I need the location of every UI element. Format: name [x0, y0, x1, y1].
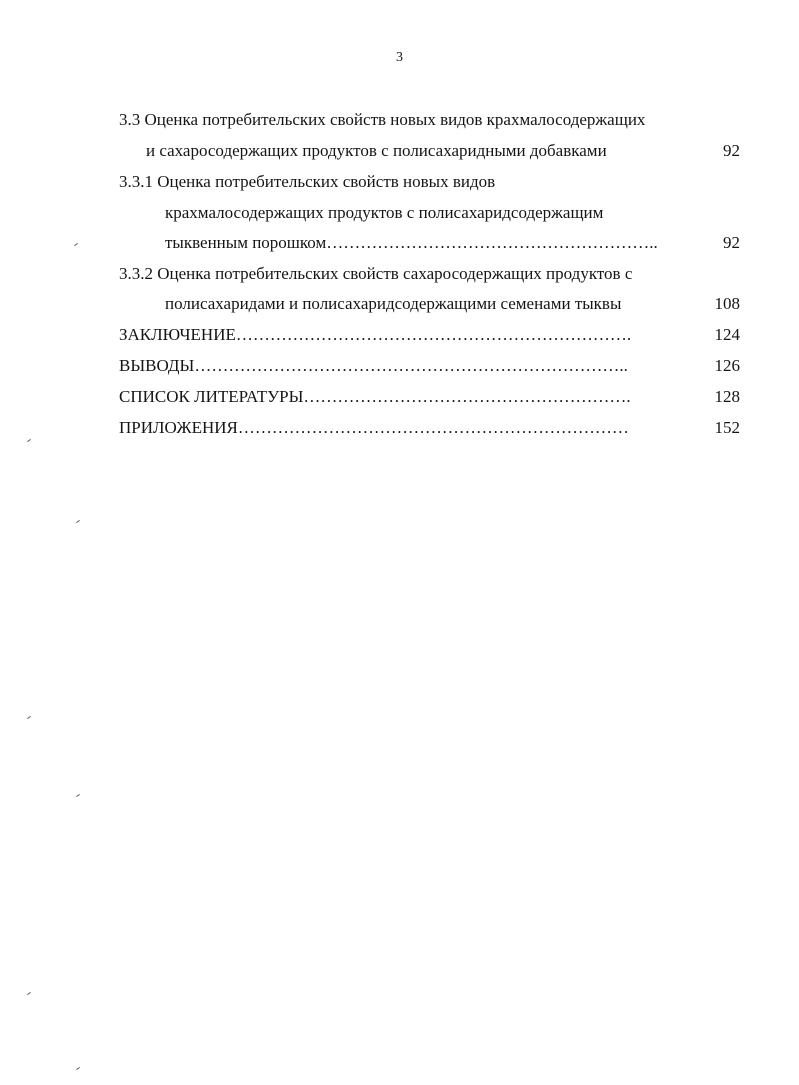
toc-entry-findings: ВЫВОДЫ………………………………………………………………….. [119, 356, 628, 375]
toc-entry-3-3-1-line-3: тыквенным порошком………………………………………………….. [165, 233, 658, 252]
toc-entry-references-page: 128 [714, 387, 740, 406]
toc-entry-conclusion: ЗАКЛЮЧЕНИЕ……………………………………………………………. [119, 325, 632, 344]
toc-entry-references: СПИСОК ЛИТЕРАТУРЫ…………………………………………………. [119, 387, 631, 406]
toc-entry-3-3-2-page: 108 [714, 294, 740, 313]
toc-entry-3-3-2-line-1: 3.3.2 Оценка потребительских свойств сахаросодержащих продуктов с [119, 264, 633, 283]
toc-entry-3-3-1-line-1: 3.3.1 Оценка потребительских свойств новых видов [119, 172, 496, 191]
toc-entry-3-3-2-line-2: полисахаридами и полисахаридсодержащими семенами тыквы [165, 294, 622, 313]
page-number: 3 [396, 50, 403, 65]
toc-entry-3-3-1-page: 92 [723, 233, 740, 252]
toc-entry-3-3-line-1: 3.3 Оценка потребительских свойств новых видов крахмалосодержащих [119, 110, 646, 129]
toc-entry-3-3-1-line-2: крахмалосодержащих продуктов с полисахаридсодержащим [165, 203, 604, 222]
toc-entry-findings-page: 126 [714, 356, 740, 375]
toc-entry-3-3-page: 92 [723, 141, 740, 160]
toc-entry-3-3-line-2: и сахаросодержащих продуктов с полисахаридными добавками [146, 141, 607, 160]
toc-entry-conclusion-page: 124 [714, 325, 740, 344]
toc-entry-appendices: ПРИЛОЖЕНИЯ…………………………………………………………… [119, 418, 629, 437]
toc-entry-appendices-page: 152 [714, 418, 740, 437]
